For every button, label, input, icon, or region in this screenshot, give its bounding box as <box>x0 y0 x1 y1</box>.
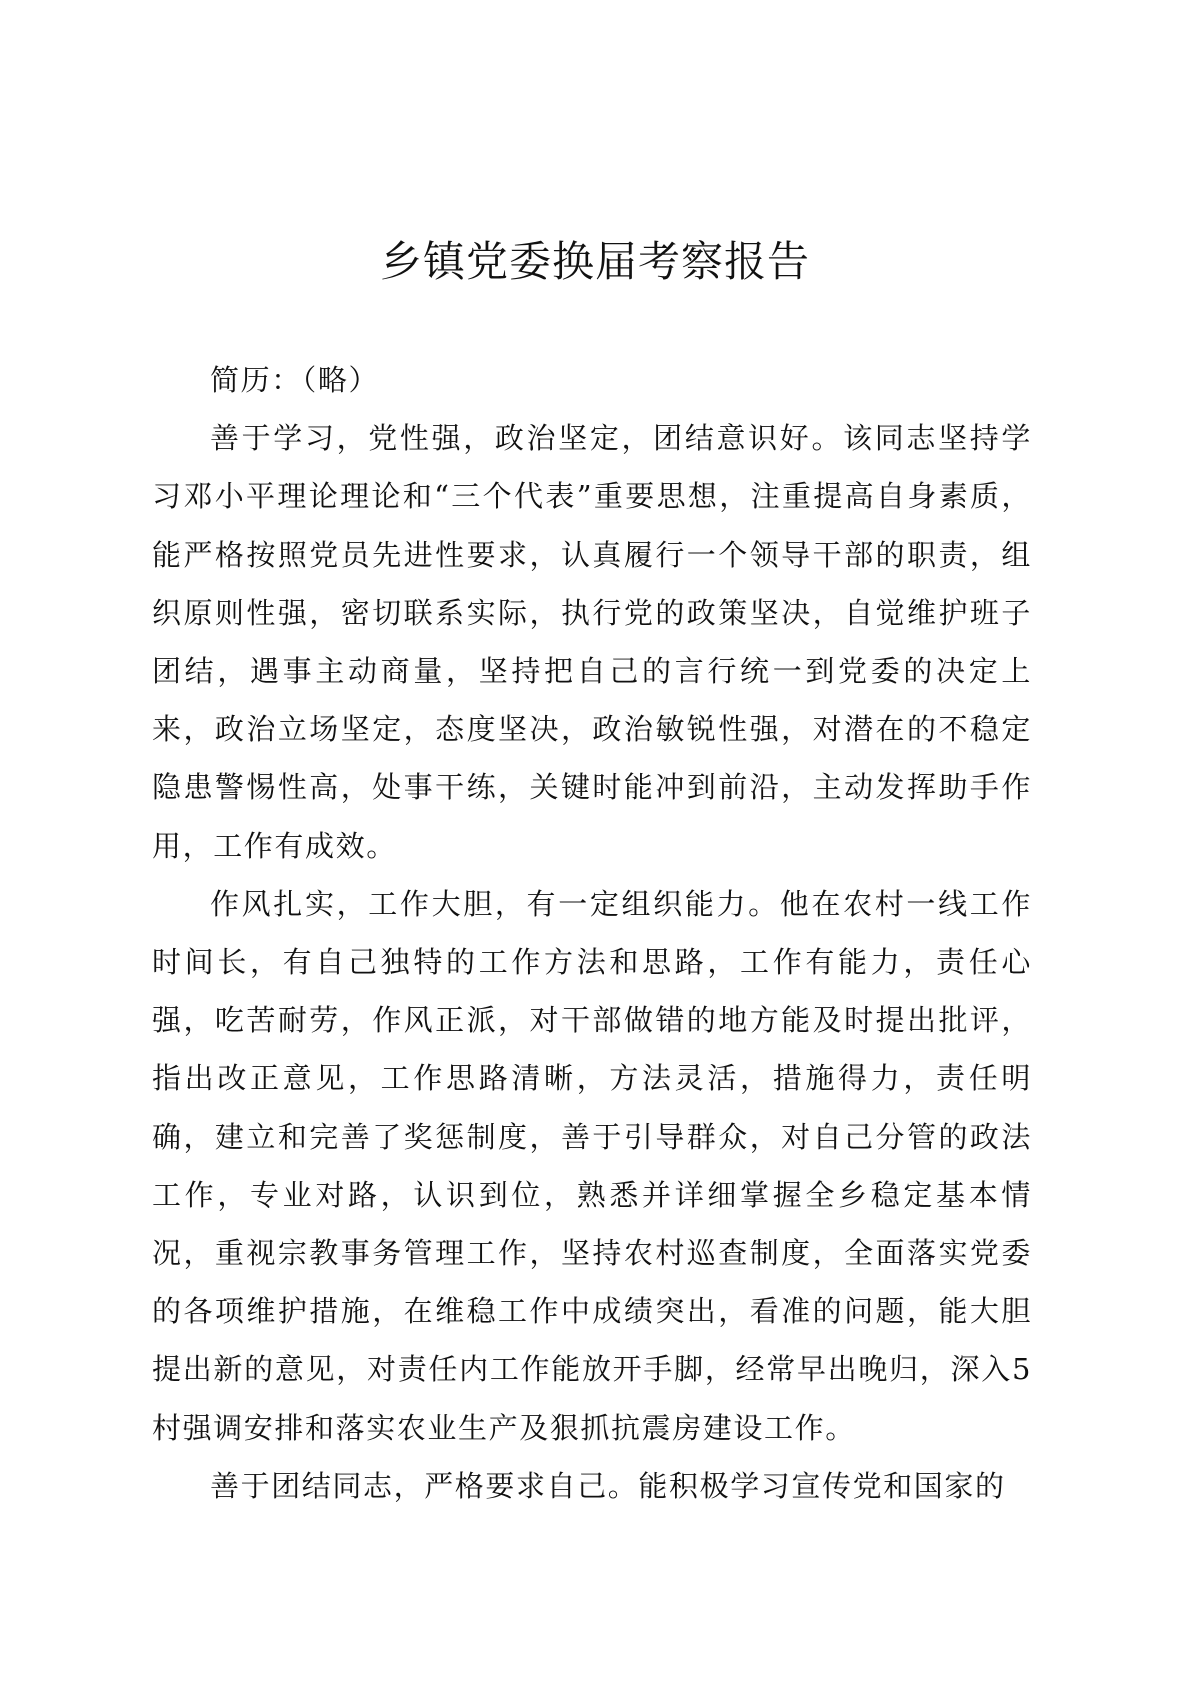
resume-paragraph: 简历：（略） <box>210 363 380 397</box>
body-paragraph-study: 善于学习，党性强，政治坚定，团结意识好。该同志坚持学习邓小平理论理论和“三个代表”重要思想，注重提高自身素质，能严格按照党员先进性要求，认真履行一个领导干部的职责，组织原则性强，密切联系实际，执行党的政策坚决，自觉维护班子团结，遇事主动商量，坚持把自己的言行统一到党委的决定上来，政治立场坚定，态度坚决，政治敏锐性强，对潜在的不稳定隐患警惕性高，处事干练，关键时能冲到前沿，主动发挥助手作用，工作有成效。 <box>152 421 1032 863</box>
body-paragraph-workstyle: 作风扎实，工作大胆，有一定组织能力。他在农村一线工作时间长，有自己独特的工作方法和思路，工作有能力，责任心强，吃苦耐劳，作风正派，对干部做错的地方能及时提出批评，指出改正意见，工作思路清晰，方法灵活，措施得力，责任明确，建立和完善了奖惩制度，善于引导群众，对自己分管的政法工作，专业对路，认识到位，熟悉并详细掌握全乡稳定基本情况，重视宗教事务管理工作，坚持农村巡查制度，全面落实党委的各项维护措施，在维稳工作中成绩突出，看准的问题，能大胆提出新的意见，对责任内工作能放开手脚，经常早出晚归，深入5村强调安排和落实农业生产及狠抓抗震房建设工作。 <box>152 886 1032 1445</box>
document-title: 乡镇党委换届考察报告 <box>379 237 810 286</box>
body-paragraph-unity: 善于团结同志，严格要求自己。能积极学习宣传党和国家的 <box>210 1468 1006 1503</box>
document-body <box>152 351 1032 1515</box>
